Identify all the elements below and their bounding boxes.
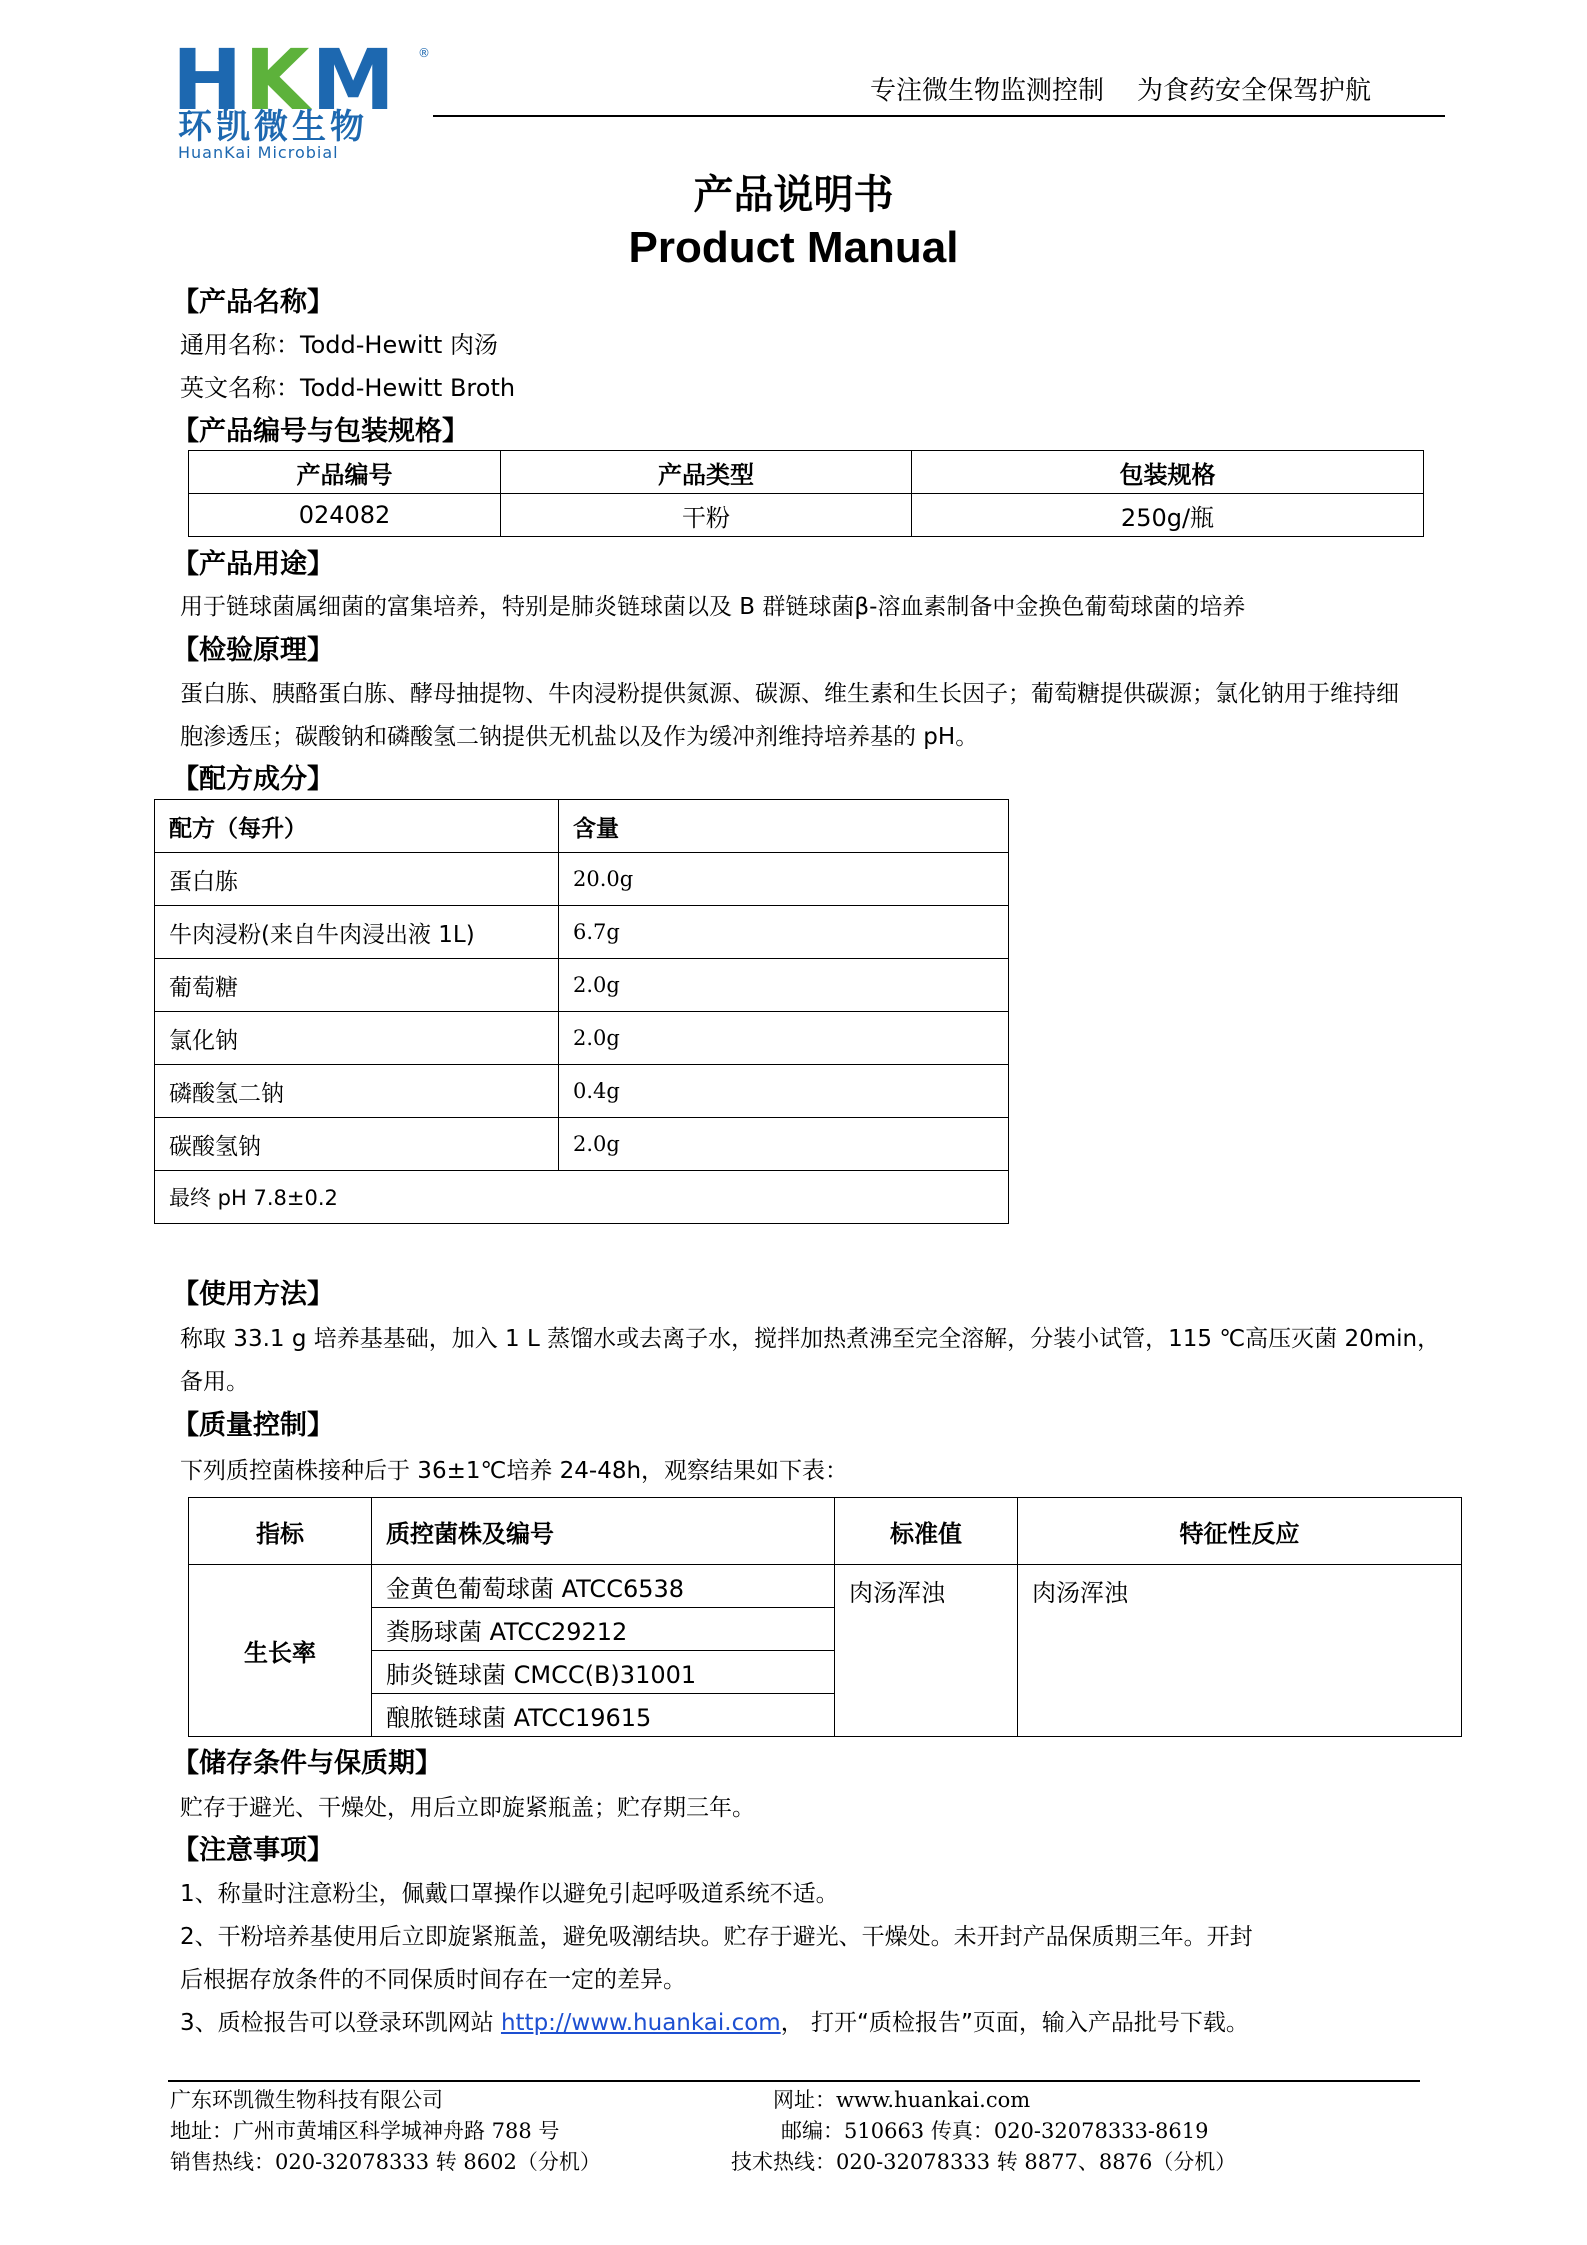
section-heading-method: 【使用方法】	[172, 1279, 334, 1310]
ingredient-name: 磷酸氢二钠	[155, 1065, 559, 1118]
qc-strain: 酿脓链球菌 ATCC19615	[372, 1694, 835, 1737]
qc-table	[188, 1497, 1462, 1737]
section-heading-principle: 【检验原理】	[172, 635, 334, 666]
table-row	[155, 1065, 1009, 1118]
note-2-line-1: 2、干粉培养基使用后立即旋紧瓶盖，避免吸潮结块。贮存于避光、干燥处。未开封产品保质期三年。开封	[180, 1924, 1253, 1950]
ingredient-amount: 2.0g	[559, 1118, 1009, 1171]
header-divider	[433, 115, 1445, 117]
section-heading-recipe: 【配方成分】	[172, 764, 334, 795]
recipe-table	[154, 799, 1009, 1224]
logo-cn: 环凯微生物	[178, 107, 368, 147]
qc-strain: 金黄色葡萄球菌 ATCC6538	[372, 1565, 835, 1608]
ingredient-name: 碳酸氢钠	[155, 1118, 559, 1171]
recipe-col-ingredient: 配方（每升）	[155, 800, 559, 853]
slogan: 专注微生物监测控制 为食药安全保驾护航	[870, 76, 1372, 106]
footer-website: 网址：www.huankai.com	[773, 2088, 1031, 2112]
qc-col-strain: 质控菌株及编号	[372, 1498, 835, 1565]
qc-strain: 粪肠球菌 ATCC29212	[372, 1608, 835, 1651]
footer-address: 地址：广州市黄埔区科学城神舟路 788 号	[170, 2119, 560, 2143]
footer-tech: 技术热线：020-32078333 转 8877、8876（分机）	[731, 2150, 1237, 2174]
pack-table	[188, 450, 1424, 537]
table-row	[155, 959, 1009, 1012]
qc-col-indicator: 指标	[189, 1498, 372, 1565]
section-heading-storage: 【储存条件与保质期】	[172, 1748, 442, 1779]
table-row	[155, 906, 1009, 959]
footer-divider	[168, 2080, 1420, 2082]
package-size: 250g/瓶	[912, 494, 1424, 537]
qc-strain: 肺炎链球菌 CMCC(B)31001	[372, 1651, 835, 1694]
section-heading-name: 【产品名称】	[172, 287, 334, 318]
use-text: 用于链球菌属细菌的富集培养，特别是肺炎链球菌以及 B 群链球菌β-溶血素制备中金换色葡萄球菌的培养	[180, 594, 1246, 620]
table-row	[155, 1171, 1009, 1224]
section-heading-notes: 【注意事项】	[172, 1835, 334, 1866]
registered-mark: ®	[418, 46, 430, 60]
ingredient-name: 蛋白胨	[155, 853, 559, 906]
ingredient-amount: 20.0g	[559, 853, 1009, 906]
title-en: Product Manual	[628, 223, 959, 272]
pack-col-type: 产品类型	[501, 451, 912, 494]
footer-company: 广东环凯微生物科技有限公司	[170, 2088, 443, 2112]
product-code: 024082	[189, 494, 501, 537]
qc-col-standard: 标准值	[835, 1498, 1018, 1565]
pack-col-code: 产品编号	[189, 451, 501, 494]
note-3	[180, 2012, 1249, 2035]
logo-en: HuanKai Microbial	[178, 143, 339, 162]
table-row	[155, 1118, 1009, 1171]
note-1: 1、称量时注意粉尘，佩戴口罩操作以避免引起呼吸道系统不适。	[180, 1881, 839, 1907]
note-3-suffix: ， 打开“质检报告”页面，输入产品批号下载。	[780, 2010, 1249, 2036]
table-row	[189, 494, 1424, 537]
recipe-col-amount: 含量	[559, 800, 1009, 853]
storage-text: 贮存于避光、干燥处，用后立即旋紧瓶盖；贮存期三年。	[180, 1795, 755, 1821]
title-cn: 产品说明书	[693, 172, 894, 218]
section-heading-use: 【产品用途】	[172, 549, 334, 580]
footer-sales: 销售热线：020-32078333 转 8602（分机）	[170, 2150, 601, 2174]
note-3-prefix: 3、质检报告可以登录环凯网站	[180, 2010, 501, 2036]
footer-postcode-fax: 邮编：510663 传真：020-32078333-8619	[781, 2119, 1209, 2143]
english-name: 英文名称：Todd-Hewitt Broth	[180, 374, 516, 402]
website-link[interactable]: http://www.huankai.com	[500, 2010, 781, 2036]
ingredient-name: 牛肉浸粉(来自牛肉浸出液 1L)	[155, 906, 559, 959]
logo-mark: HKM	[172, 31, 397, 129]
qc-indicator: 生长率	[189, 1565, 372, 1737]
product-type: 干粉	[501, 494, 912, 537]
common-name: 通用名称：Todd-Hewitt 肉汤	[180, 331, 498, 359]
note-2-line-2: 后根据存放条件的不同保质时间存在一定的差异。	[180, 1967, 686, 1993]
principle-line-2: 胞渗透压；碳酸钠和磷酸氢二钠提供无机盐以及作为缓冲剂维持培养基的 pH。	[180, 724, 979, 750]
method-line-2: 备用。	[180, 1369, 249, 1395]
section-heading-pack: 【产品编号与包装规格】	[172, 416, 469, 447]
table-row	[189, 1565, 1462, 1608]
pack-col-size: 包装规格	[912, 451, 1424, 494]
final-ph: 最终 pH 7.8±0.2	[155, 1171, 1009, 1224]
ingredient-name: 氯化钠	[155, 1012, 559, 1065]
qc-standard: 肉汤浑浊	[835, 1565, 1018, 1737]
principle-line-1: 蛋白胨、胰酪蛋白胨、酵母抽提物、牛肉浸粉提供氮源、碳源、维生素和生长因子；葡萄糖提供碳源；氯化钠用于维持细	[180, 681, 1399, 707]
qc-intro: 下列质控菌株接种后于 36±1℃培养 24-48h，观察结果如下表：	[180, 1458, 849, 1484]
qc-reaction: 肉汤浑浊	[1018, 1565, 1462, 1737]
table-row	[155, 1012, 1009, 1065]
ingredient-amount: 0.4g	[559, 1065, 1009, 1118]
section-heading-qc: 【质量控制】	[172, 1410, 334, 1441]
ingredient-amount: 6.7g	[559, 906, 1009, 959]
ingredient-amount: 2.0g	[559, 1012, 1009, 1065]
qc-col-reaction: 特征性反应	[1018, 1498, 1462, 1565]
ingredient-amount: 2.0g	[559, 959, 1009, 1012]
ingredient-name: 葡萄糖	[155, 959, 559, 1012]
table-row	[155, 853, 1009, 906]
method-line-1: 称取 33.1 g 培养基基础，加入 1 L 蒸馏水或去离子水，搅拌加热煮沸至完全溶解，分装小试管，115 ℃高压灭菌 20min，	[180, 1326, 1441, 1352]
